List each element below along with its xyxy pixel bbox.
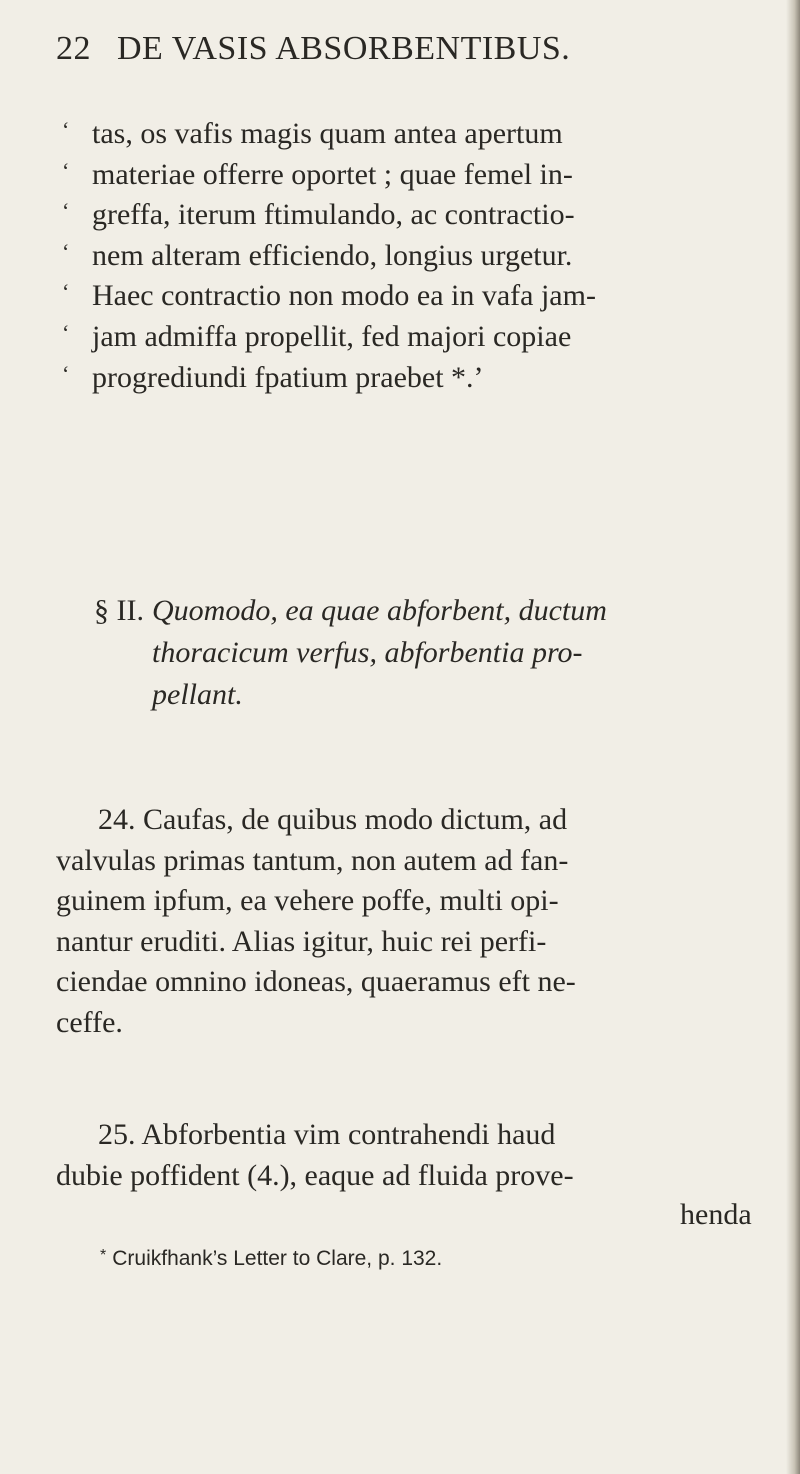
heading-line: Quomodo, ea quae abforbent, ductum bbox=[152, 594, 607, 627]
text-line: ‘ tas, os vafis magis quam antea apertum bbox=[62, 117, 563, 150]
text-line: 25. Abforbentia vim contrahendi haud bbox=[98, 1118, 556, 1151]
footnote-text: Cruikfhank’s Letter to Clare, p. 132. bbox=[112, 1247, 443, 1270]
text-line: nantur eruditi. Alias igitur, huic rei perfi- bbox=[56, 924, 547, 958]
page-number: 22 bbox=[56, 30, 91, 67]
text-line: guinem ipfum, ea vehere poffe, multi opi- bbox=[56, 884, 559, 917]
text-line: ‘ progrediundi fpatium praebet *.’ bbox=[62, 360, 484, 394]
footnote-marker: * bbox=[100, 1247, 107, 1264]
text-line: ‘ greffa, iterum ftimulando, ac contractio- bbox=[62, 198, 575, 232]
heading-line: thoracicum verfus, abforbentia pro- bbox=[152, 636, 583, 669]
text-line: ‘ Haec contractio non modo ea in vafa jam- bbox=[62, 279, 596, 313]
running-header bbox=[56, 30, 570, 68]
text-line: ‘ jam admiffa propellit, fed majori copiae bbox=[62, 319, 572, 353]
text-line: ‘ nem alteram efficiendo, longius urgetur. bbox=[62, 238, 573, 272]
page-edge-shadow bbox=[786, 0, 800, 1474]
footnote bbox=[100, 1247, 442, 1271]
paragraph-24 bbox=[56, 800, 778, 1043]
running-title: DE VASIS ABSORBENTIBUS. bbox=[117, 30, 571, 67]
catchword: henda bbox=[680, 1198, 752, 1231]
heading-line: pellant. bbox=[152, 678, 243, 711]
text-line: ciendae omnino idoneas, quaeramus eft ne- bbox=[56, 965, 576, 998]
paragraph-25 bbox=[56, 1115, 778, 1196]
quoted-passage bbox=[62, 110, 772, 394]
text-line: valvulas primas tantum, non autem ad fan- bbox=[56, 843, 569, 877]
text-line: ‘ materiae offerre oportet ; quae femel in- bbox=[62, 157, 573, 191]
text-line: 24. Caufas, de quibus modo dictum, ad bbox=[98, 803, 568, 836]
section-heading bbox=[94, 590, 782, 716]
text-line: ceffe. bbox=[56, 1005, 123, 1039]
text-line: dubie poffident (4.), eaque ad fluida prove- bbox=[56, 1158, 574, 1192]
section-number: § II. bbox=[94, 594, 144, 627]
